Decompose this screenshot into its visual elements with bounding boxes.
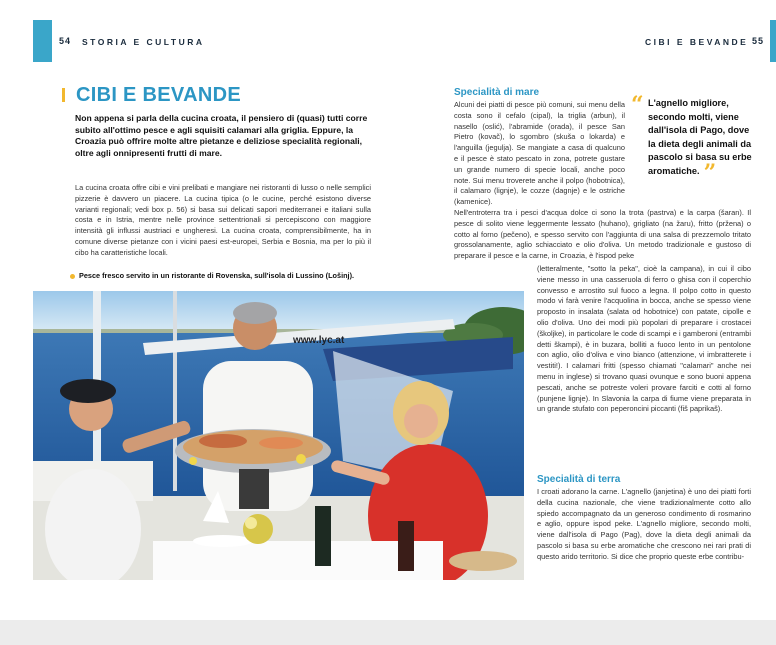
boat-banner-text: www.lyc.at (293, 335, 345, 346)
title-accent-bar (62, 88, 65, 102)
seafood-paragraph-1: Alcuni dei piatti di pesce più comuni, sui menu della costa sono il cefalo (cipal), la triglia (arbun), il nasello (oslić), l'abramide (orada), il pesce San Pietro (kovač), lo sgombro (skuša o lokarda) e l'anguilla (jegulja). Se mangiate a casa di qualcuno e il pesce è stato pescato in zona, potrete gustare un grande numero di specie locali, anche poco note. Sui menu troverete anche il polpo (hobotnica), il calamaro (lignje), le cozze (dagnje) e le ostriche (kamenice). (454, 100, 625, 207)
lead-paragraph: Non appena si parla della cucina croata, il pensiero di (quasi) tutti corre subito all'ottimo pesce e agli squisiti calamari alla griglia. Eppure, la Croazia può offrire molte altre pietanze e deliziose specialità regionali, oltre agli onnipresenti frutti di mare. (75, 113, 368, 158)
intro-paragraph: La cucina croata offre cibi e vini prelibati e mangiare nei ristoranti di lusso o nelle semplici pizzerie è davvero un piacere. La cucina tipica (o le cucine, perché esistono diverse varianti regionali; vedi box p. 56) si basa sui delicati sapori mediterranei e italiani sulla costa e in Istria, mentre nelle province settentrionali si percepiscono con maggiore intensità gli influssi austriaci e ungheresi. La cucina croata, comprensibilmente, ha in comune diverse pietanze con i vicini paesi est-europei, Serbia e Bosnia, ma per lo più il cibo ha caratteristiche locali. (75, 183, 371, 257)
left-running-header: STORIA E CULTURA (82, 37, 205, 47)
meat-paragraph: I croati adorano la carne. L'agnello (janjetina) è uno dei piatti forti della cucina nazionale, che viene tradizionalmente cotto allo spiedo accompagnato da un generoso condimento di rosmarino e aglio, oppure ispod peke. L'agnello migliore, secondo molti, viene dall'isola di Pago (Pag), dove la dieta degli animali da pascolo si basa su erbe aromatiche che crescono nei rari prati di questo arido territorio. Si dice che proprio queste erbe contribu- (537, 487, 751, 561)
section-title: CIBI E BEVANDE (76, 84, 241, 106)
left-page-number: 54 (59, 36, 72, 46)
left-page-tab (33, 20, 52, 62)
pull-quote-text: L'agnello migliore, secondo molti, viene dall'isola di Pago, dove la dieta degli animali da pascolo si basa su erbe aromatiche. (648, 98, 752, 176)
heading-seafood-specialties: Specialità di mare (454, 87, 540, 98)
seafood-paragraph-2: Nell'entroterra tra i pesci d'acqua dolce ci sono la trota (pastrva) e la carpa (šaran). Il pesce di solito viene leggermente lessato (huhano), grigliato (na žaru), fritto (pržena) o cotto al forno (pečeno), e spesso servito con l'aggiunta di una salsa di prezzemolo tritato grossolanamente, aglio schiacciato e olio d'oliva. Un metodo tradizionale e gustoso di preparare il pesce e la carne, in Croazia, è l'ispod peke (454, 208, 751, 261)
right-running-header: CIBI E BEVANDE (645, 37, 749, 47)
viewer-bottom-strip (0, 620, 776, 645)
heading-meat-specialties: Specialità di terra (537, 474, 621, 485)
photo-caption-text: Pesce fresco servito in un ristorante di Rovenska, sull'isola di Lussino (Lošinj). (79, 271, 355, 280)
right-page-tab (770, 20, 776, 62)
bullet-dot-icon (70, 274, 75, 279)
seafood-paragraph-3: (letteralmente, "sotto la peka", cioè la campana), in cui il cibo viene messo in una casseruola di ferro o ghisa con il coperchio convesso e arrostito sul fuoco a legna. Il polpo cotto in questo modo vi farà venire l'acquolina in bocca, anche se spesso viene proposto in insalata (salata od hobotnice) con patate, cipolle e olio d'oliva. Uno dei modi più popolari di preparare i crostacei (školjke), in particolare le code di scampi e i gamberoni (entrambi detti škampi), è in buzara, bolliti a fuoco lento in un pentolone con aglio, olio d'oliva e vino bianco (attenzione, vi imbratterete i vestiti!). I calamari fritti (spesso chiamati "calamari" anche nei menu in inglese) si trovano quasi ovunque e sono buoni appena pescati, anche se potreste voleri provare farciti e cotti al forno (punjene lignje). In Slavonia la carpa di fiume viene preparata in un grande stufato con peperoncini piccanti (fiš paprikaš). (537, 264, 751, 414)
photo-illustration (33, 291, 524, 580)
photo-caption (70, 271, 380, 280)
pull-quote (631, 92, 754, 186)
right-page-number: 55 (752, 36, 765, 46)
quote-open-icon: “ (631, 92, 644, 118)
quote-close-icon: ” (703, 159, 717, 186)
restaurant-photo (33, 291, 524, 580)
